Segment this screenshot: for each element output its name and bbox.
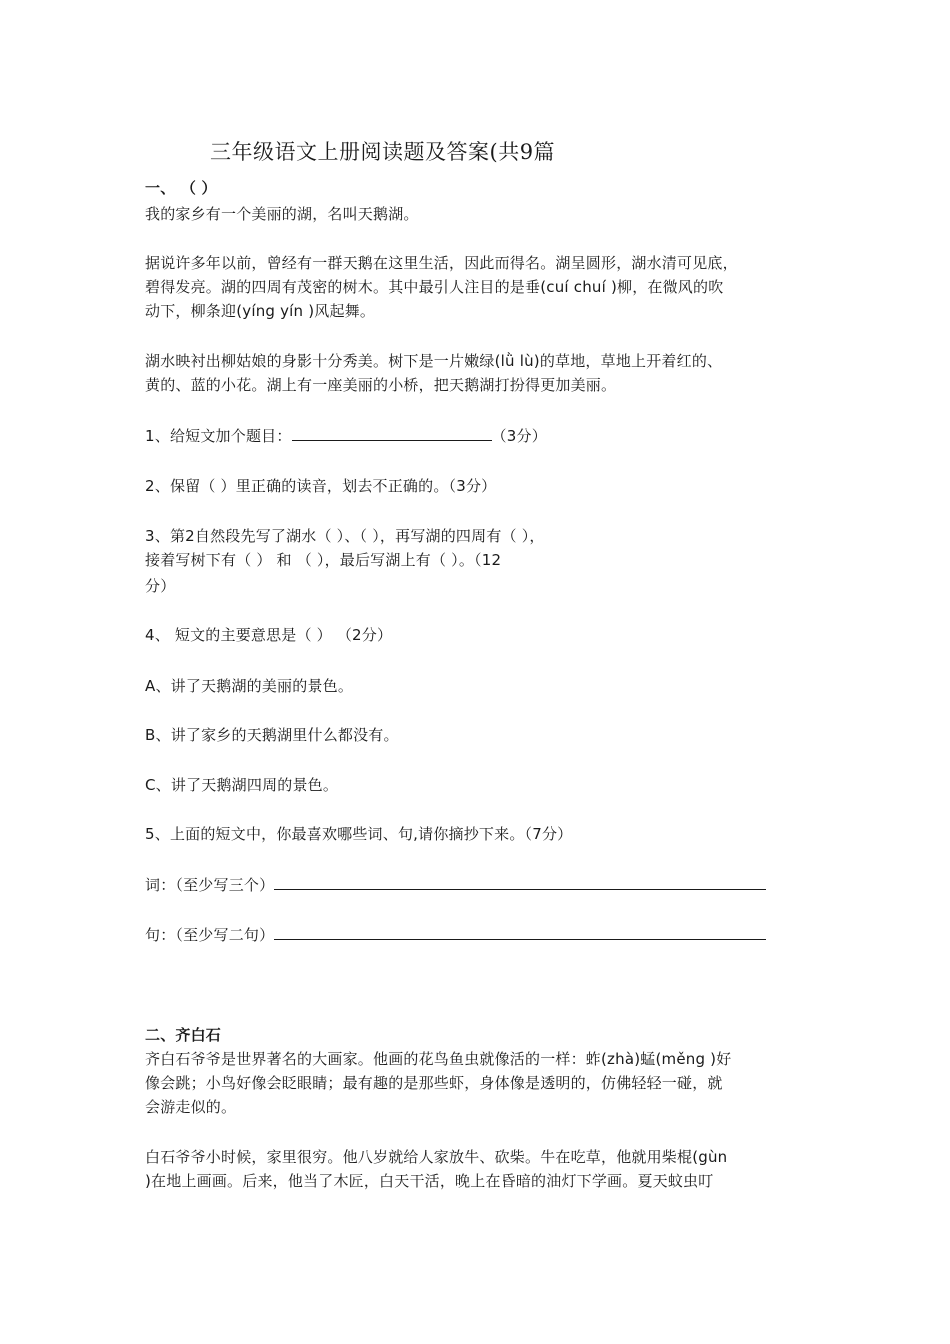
paragraph-line: 据说许多年以前，曾经有一群天鹅在这里生活，因此而得名。湖呈圆形，湖水清可见底， <box>145 254 738 272</box>
words-answer-row <box>145 873 766 897</box>
paragraph-line: 湖水映衬出柳姑娘的身影十分秀美。树下是一片嫩绿(lǜ lù)的草地，草地上开着红的、 <box>145 352 723 370</box>
paragraph-line: 会游走似的。 <box>145 1098 237 1116</box>
section1-heading: 一、 （ ） <box>145 179 217 197</box>
question-1-text: 1、给短文加个题目： <box>145 427 292 445</box>
option-a: A、讲了天鹅湖的美丽的景色。 <box>145 677 354 695</box>
paragraph-line: 黄的、蓝的小花。湖上有一座美丽的小桥，把天鹅湖打扮得更加美丽。 <box>145 376 617 394</box>
paragraph-line: 白石爷爷小时候，家里很穷。他八岁就给人家放牛、砍柴。牛在吃草，他就用柴棍(gùn <box>145 1148 728 1166</box>
question-3-line: 分） <box>145 577 176 595</box>
question-1-score: （3分） <box>491 427 547 445</box>
question-4: 4、 短文的主要意思是（ ） （2分） <box>145 626 393 644</box>
sentences-label: 句：（至少写二句） <box>145 926 275 944</box>
paragraph: 我的家乡有一个美丽的湖，名叫天鹅湖。 <box>145 205 419 223</box>
option-c: C、讲了天鹅湖四周的景色。 <box>145 776 339 794</box>
paragraph-line: 齐白石爷爷是世界著名的大画家。他画的花鸟鱼虫就像活的一样：蚱(zhà)蜢(měng )好 <box>145 1050 732 1068</box>
sentences-answer-blank <box>274 923 766 940</box>
paragraph-line: 动下，柳条迎(yíng yín )风起舞。 <box>145 302 376 320</box>
question-3-line: 3、第2自然段先写了湖水（ ）、（ ），再写湖的四周有（ ）， <box>145 527 545 545</box>
document-title: 三年级语文上册阅读题及答案(共9篇 <box>210 140 556 164</box>
title-answer-blank <box>292 424 492 441</box>
question-5: 5、上面的短文中，你最喜欢哪些词、句,请你摘抄下来。（7分） <box>145 825 573 843</box>
sentences-answer-row <box>145 923 766 947</box>
words-label: 词：（至少写三个） <box>145 876 275 894</box>
option-b: B、讲了家乡的天鹅湖里什么都没有。 <box>145 726 399 744</box>
words-answer-blank <box>274 873 766 890</box>
section2-heading: 二、齐白石 <box>145 1026 222 1044</box>
paragraph-line: 像会跳；小鸟好像会眨眼睛；最有趣的是那些虾，身体像是透明的，仿佛轻轻一碰，就 <box>145 1074 723 1092</box>
paragraph-line: 碧得发亮。湖的四周有茂密的树木。其中最引人注目的是垂(cuí chuí )柳，在微风的吹 <box>145 278 724 296</box>
question-1 <box>145 424 547 448</box>
paragraph-line: )在地上画画。后来，他当了木匠，白天干活，晚上在昏暗的油灯下学画。夏天蚊虫叮 <box>145 1172 714 1190</box>
question-2: 2、保留（ ）里正确的读音，划去不正确的。（3分） <box>145 477 497 495</box>
question-3-line: 接着写树下有（ ） 和 （ ），最后写湖上有（ ）。（12 <box>145 551 502 569</box>
